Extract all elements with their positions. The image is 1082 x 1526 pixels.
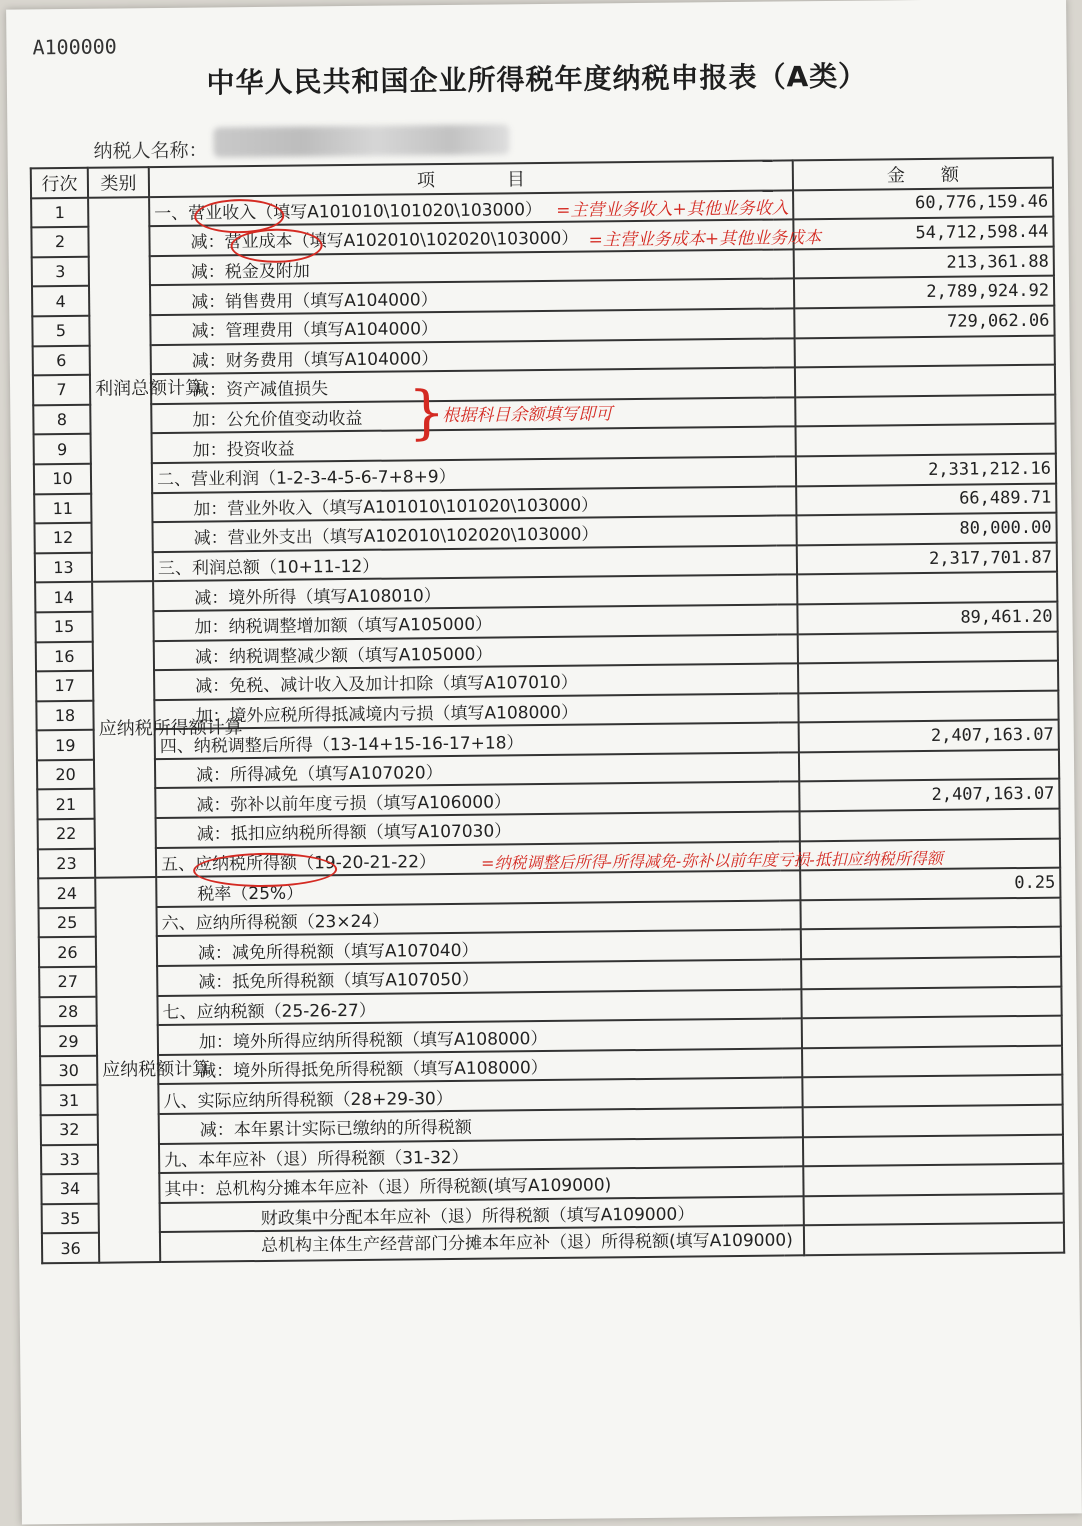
row-item: 三、利润总额（10+11-12） [153,545,797,581]
tax-return-table [30,157,1065,1265]
row-number: 22 [38,819,95,849]
header-category: 类别 [88,167,149,197]
row-amount [798,661,1058,693]
row-amount: 729,062.06 [794,306,1054,338]
row-amount [800,897,1060,929]
row-item: 减：抵免所得税额（填写A107050） [157,959,801,995]
row-amount [801,927,1061,959]
row-number: 36 [42,1233,99,1263]
row-amount [801,957,1061,989]
row-item: 二、营业利润（1-2-3-4-5-6-7+8+9） [152,456,796,492]
row-item: 四、纳税调整后所得（13-14+15-16-17+18） [155,723,799,759]
row-number: 31 [40,1085,97,1115]
row-amount [798,631,1058,663]
row-amount [804,1223,1064,1255]
row-amount [804,1193,1064,1225]
row-item: 加：纳税调整增加额（填写A105000） [153,604,797,640]
row-number: 32 [41,1115,98,1145]
header-row-number: 行次 [31,168,88,198]
row-number: 9 [34,434,91,464]
row-number: 3 [32,257,89,287]
row-amount: 89,461.20 [797,602,1057,634]
row-item: 减：营业外支出（填写A102010\102020\103000） [152,515,796,551]
row-item: 六、应纳所得税额（23×24） [157,900,801,936]
row-item: 财政集中分配本年应补（退）所得税额（填写A109000） [160,1196,804,1232]
form-code: A100000 [32,34,117,60]
row-number: 17 [36,671,93,701]
row-number: 34 [41,1174,98,1204]
row-item: 减：减免所得税额（填写A107040） [157,930,801,966]
row-number: 15 [35,612,92,642]
row-number: 12 [34,523,91,553]
row-number: 5 [32,316,89,346]
row-amount [795,365,1055,397]
row-number: 35 [42,1203,99,1233]
row-item: 七、应纳税额（25-26-27） [157,989,801,1025]
row-amount [797,572,1057,604]
row-number: 13 [35,552,92,582]
row-item: 减：境外所得抵免所得税额（填写A108000） [158,1048,802,1084]
row-number: 10 [34,464,91,494]
row-amount [796,424,1056,456]
row-number: 11 [34,493,91,523]
row-number: 29 [40,1026,97,1056]
form-title: 中华人民共和国企业所得税年度纳税申报表（A类） [206,59,868,100]
redacted-payer-name [213,124,509,157]
row-item: 加：营业外收入（填写A101010\101020\103000） [152,486,796,522]
row-number: 16 [36,641,93,671]
row-number: 28 [39,996,96,1026]
header-amount: 金 额 [793,158,1053,190]
row-amount: 0.25 [800,868,1060,900]
row-number: 8 [33,404,90,434]
row-item: 加：境外所得应纳所得税额（填写A108000） [158,1019,802,1055]
header-item: 项 目 [149,160,793,196]
row-amount [803,1134,1063,1166]
row-number: 7 [33,375,90,405]
handwritten-note-cost: =主营业务成本+其他业务成本 [588,228,822,251]
row-amount: 66,489.71 [796,483,1056,515]
row-item: 加：投资收益 [152,427,796,463]
row-number: 24 [38,878,95,908]
row-number: 6 [33,345,90,375]
row-number: 23 [38,848,95,878]
row-item: 税率（25%） [156,871,800,907]
handwritten-brace: } [407,378,446,447]
row-item: 减：境外所得（填写A108010） [153,575,797,611]
row-amount [795,335,1055,367]
row-amount: 2,331,212.16 [796,454,1056,486]
row-number: 26 [39,937,96,967]
row-item: 加：境外应税所得抵减境内亏损（填写A108000） [154,693,798,729]
handwritten-note-taxable-income: =纳税调整后所得-所得减免-弥补以前年度亏损-抵扣应纳税所得额 [480,848,943,873]
row-amount [802,1075,1062,1107]
row-number: 4 [32,286,89,316]
row-amount [803,1105,1063,1137]
tax-form-paper [6,0,1082,1525]
row-amount [802,1045,1062,1077]
row-item: 八、实际应纳所得税额（28+29-30） [158,1078,802,1114]
row-item: 其中：总机构分摊本年应补（退）所得税额(填写A109000) [159,1166,803,1202]
row-number: 1 [31,197,88,227]
row-amount [799,749,1059,781]
row-item: 减：资产减值损失 [151,368,795,404]
row-number: 14 [35,582,92,612]
row-number: 27 [39,967,96,997]
row-item: 一、营业收入（填写A101010\101020\103000） [149,190,793,226]
row-amount [798,690,1058,722]
row-amount [800,809,1060,841]
category-profit: 利润总额计算 [88,197,153,582]
row-number: 19 [37,730,94,760]
row-number: 30 [40,1056,97,1086]
row-item: 加：公允价值变动收益 [151,397,795,433]
row-amount: 54,712,598.44 [793,217,1053,249]
row-amount: 60,776,159.46 [793,187,1053,219]
row-item: 减：纳税调整减少额（填写A105000） [154,634,798,670]
row-number: 25 [39,908,96,938]
row-amount: 213,361.88 [794,246,1054,278]
row-amount: 2,407,163.07 [799,779,1059,811]
row-item: 九、本年应补（退）所得税额（31-32） [159,1137,803,1173]
row-number: 21 [37,789,94,819]
row-amount [795,394,1055,426]
row-item: 减：免税、减计收入及加计扣除（填写A107010） [154,663,798,699]
row-number: 20 [37,760,94,790]
row-amount [801,986,1061,1018]
row-amount: 80,000.00 [796,513,1056,545]
handwritten-note-balance: 根据科目余额填写即可 [442,404,613,427]
row-item: 减：弥补以前年度亏损（填写A106000） [155,782,799,818]
row-amount: 2,317,701.87 [797,542,1057,574]
row-amount: 2,407,163.07 [799,720,1059,752]
row-number: 33 [41,1144,98,1174]
row-amount [802,1016,1062,1048]
row-item: 减：所得减免（填写A107020） [155,752,799,788]
payer-name-label: 纳税人名称： [93,139,208,163]
row-item: 减：本年累计实际已缴纳的所得税额 [159,1107,803,1143]
category-tax: 应纳税额计算 [95,877,160,1262]
category-taxable: 应纳税所得额计算 [92,581,156,878]
row-item: 减：税金及附加 [150,249,794,285]
row-amount: 2,789,924.92 [794,276,1054,308]
row-item: 减：销售费用（填写A104000） [150,279,794,315]
row-item: 减：管理费用（填写A104000） [150,308,794,344]
row-item: 减：财务费用（填写A104000） [151,338,795,374]
row-item: 减：抵扣应纳税所得额（填写A107030） [156,811,800,847]
row-number: 18 [36,700,93,730]
handwritten-note-revenue: =主营业务收入+其他业务收入 [556,198,789,221]
row-amount [803,1164,1063,1196]
row-item: 总机构主体生产经营部门分摊本年应补（退）所得税额(填写A109000) [160,1226,804,1262]
row-item: 五、应纳税所得额（19-20-21-22） [156,841,800,877]
row-item: 减：营业成本（填写A102010\102020\103000） [149,220,793,256]
row-number: 2 [31,227,88,257]
